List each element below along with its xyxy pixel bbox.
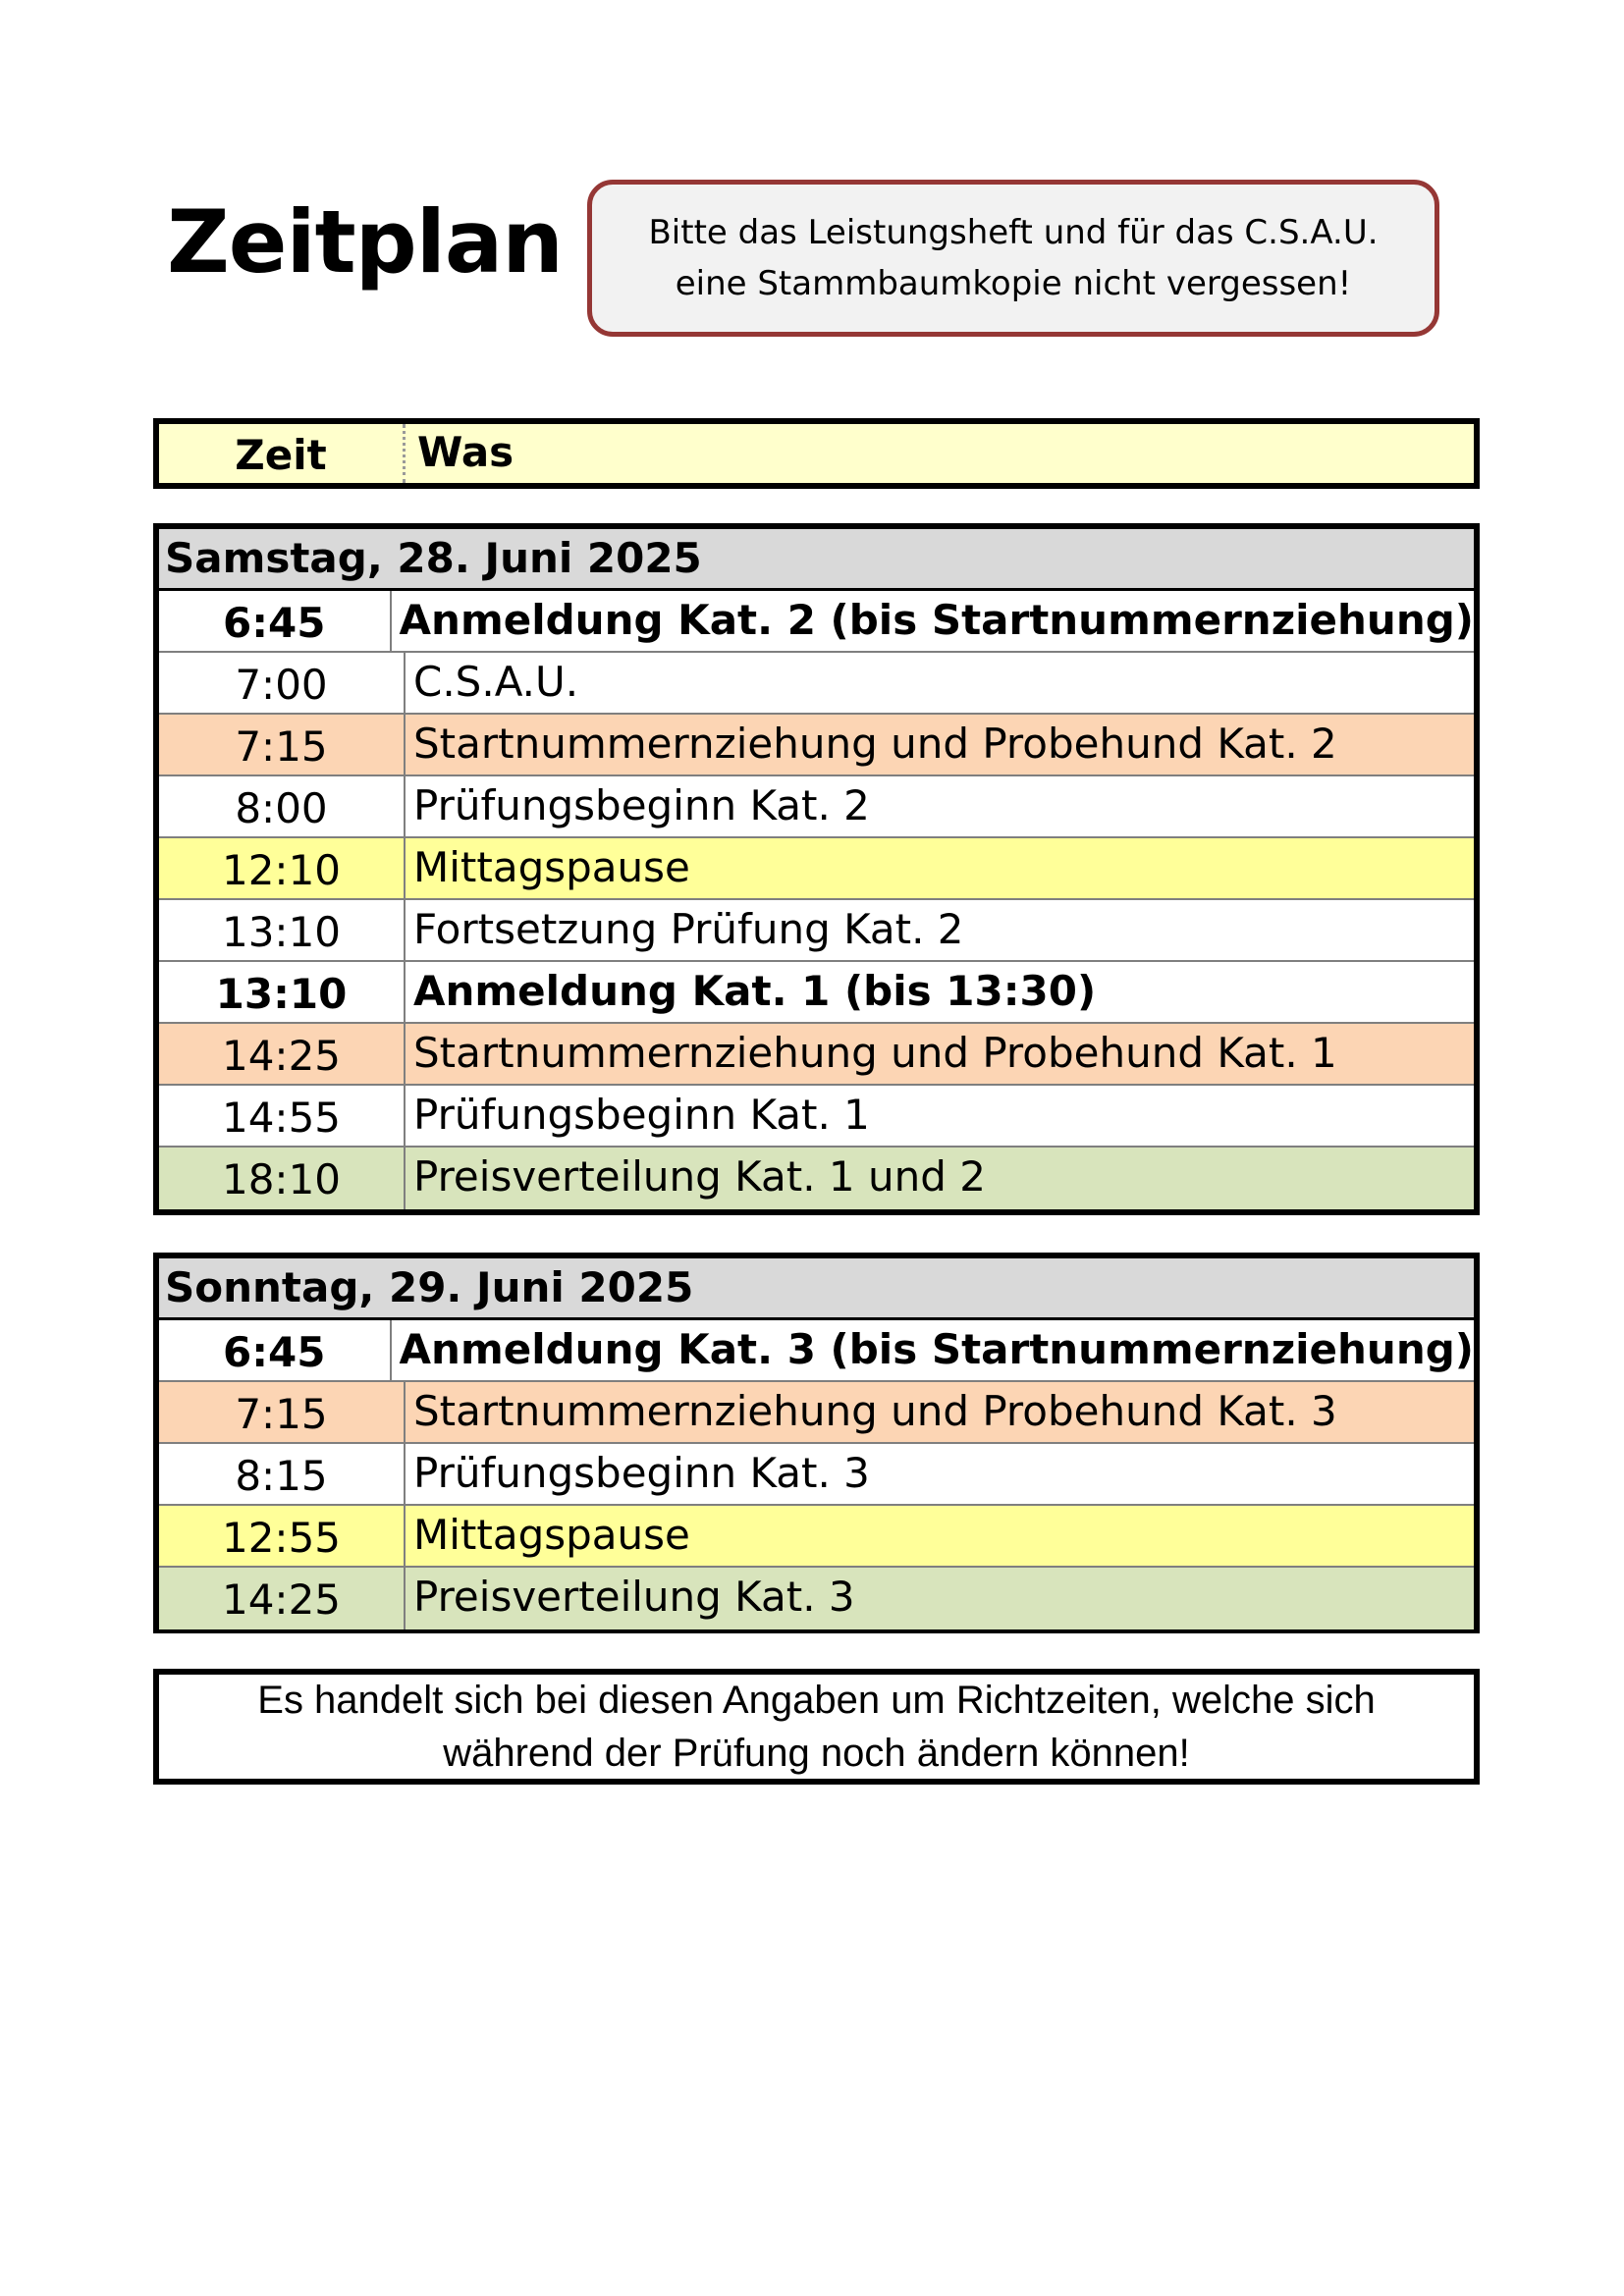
table-row	[159, 715, 1474, 776]
header-zeit: Zeit	[159, 424, 406, 483]
reminder-notice	[587, 180, 1439, 337]
table-row	[159, 776, 1474, 838]
row-time: 12:10	[159, 838, 406, 898]
table-row	[159, 653, 1474, 715]
table-row	[159, 1568, 1474, 1629]
table-row	[159, 838, 1474, 900]
row-activity: Startnummernziehung und Probehund Kat. 2	[413, 720, 1337, 768]
table-row	[159, 1444, 1474, 1506]
page-title: Zeitplan	[167, 191, 563, 293]
row-activity: Fortsetzung Prüfung Kat. 2	[413, 905, 964, 953]
row-time: 14:55	[159, 1086, 406, 1146]
row-time: 7:00	[159, 653, 406, 713]
schedule-rows	[159, 591, 1474, 1209]
row-time: 6:45	[159, 1320, 392, 1380]
table-row	[159, 1382, 1474, 1444]
table-row	[159, 1024, 1474, 1086]
row-activity: Anmeldung Kat. 2 (bis Startnummernziehung)	[399, 596, 1474, 644]
row-activity: Mittagspause	[413, 1511, 690, 1559]
row-activity: C.S.A.U.	[413, 658, 579, 706]
footer-line-1: Es handelt sich bei diesen Angaben um Richtzeiten, welche sich	[257, 1679, 1376, 1722]
table-row	[159, 591, 1474, 653]
row-time: 8:15	[159, 1444, 406, 1504]
table-row	[159, 1320, 1474, 1382]
day-schedule-saturday	[153, 523, 1480, 1215]
footer-note	[153, 1669, 1480, 1785]
footer-line-2: während der Prüfung noch ändern können!	[443, 1732, 1190, 1775]
row-activity: Anmeldung Kat. 1 (bis 13:30)	[413, 967, 1097, 1015]
row-activity: Prüfungsbeginn Kat. 3	[413, 1449, 870, 1497]
row-time: 13:10	[159, 900, 406, 960]
row-activity: Preisverteilung Kat. 3	[413, 1573, 855, 1621]
row-time: 12:55	[159, 1506, 406, 1566]
notice-line-2: eine Stammbaumkopie nicht vergessen!	[675, 264, 1352, 303]
row-activity: Preisverteilung Kat. 1 und 2	[413, 1152, 986, 1201]
table-row	[159, 1148, 1474, 1209]
row-activity: Startnummernziehung und Probehund Kat. 1	[413, 1029, 1337, 1077]
table-row	[159, 1086, 1474, 1148]
row-activity: Prüfungsbeginn Kat. 2	[413, 781, 870, 829]
header-was: Was	[417, 428, 514, 476]
row-activity: Startnummernziehung und Probehund Kat. 3	[413, 1387, 1337, 1435]
row-activity: Prüfungsbeginn Kat. 1	[413, 1091, 870, 1139]
day-title: Samstag, 28. Juni 2025	[159, 529, 1474, 591]
table-row	[159, 962, 1474, 1024]
table-row	[159, 900, 1474, 962]
row-time: 6:45	[159, 591, 392, 651]
row-time: 7:15	[159, 715, 406, 774]
day-schedule-sunday	[153, 1253, 1480, 1633]
table-header	[153, 418, 1480, 489]
row-activity: Anmeldung Kat. 3 (bis Startnummernziehung)	[399, 1325, 1474, 1373]
schedule-rows	[159, 1320, 1474, 1629]
notice-line-1: Bitte das Leistungsheft und für das C.S.A.U.	[648, 213, 1379, 252]
row-time: 8:00	[159, 776, 406, 836]
row-time: 14:25	[159, 1024, 406, 1084]
row-time: 7:15	[159, 1382, 406, 1442]
day-title: Sonntag, 29. Juni 2025	[159, 1258, 1474, 1320]
table-row	[159, 1506, 1474, 1568]
row-activity: Mittagspause	[413, 843, 690, 891]
row-time: 18:10	[159, 1148, 406, 1209]
row-time: 13:10	[159, 962, 406, 1022]
row-time: 14:25	[159, 1568, 406, 1629]
